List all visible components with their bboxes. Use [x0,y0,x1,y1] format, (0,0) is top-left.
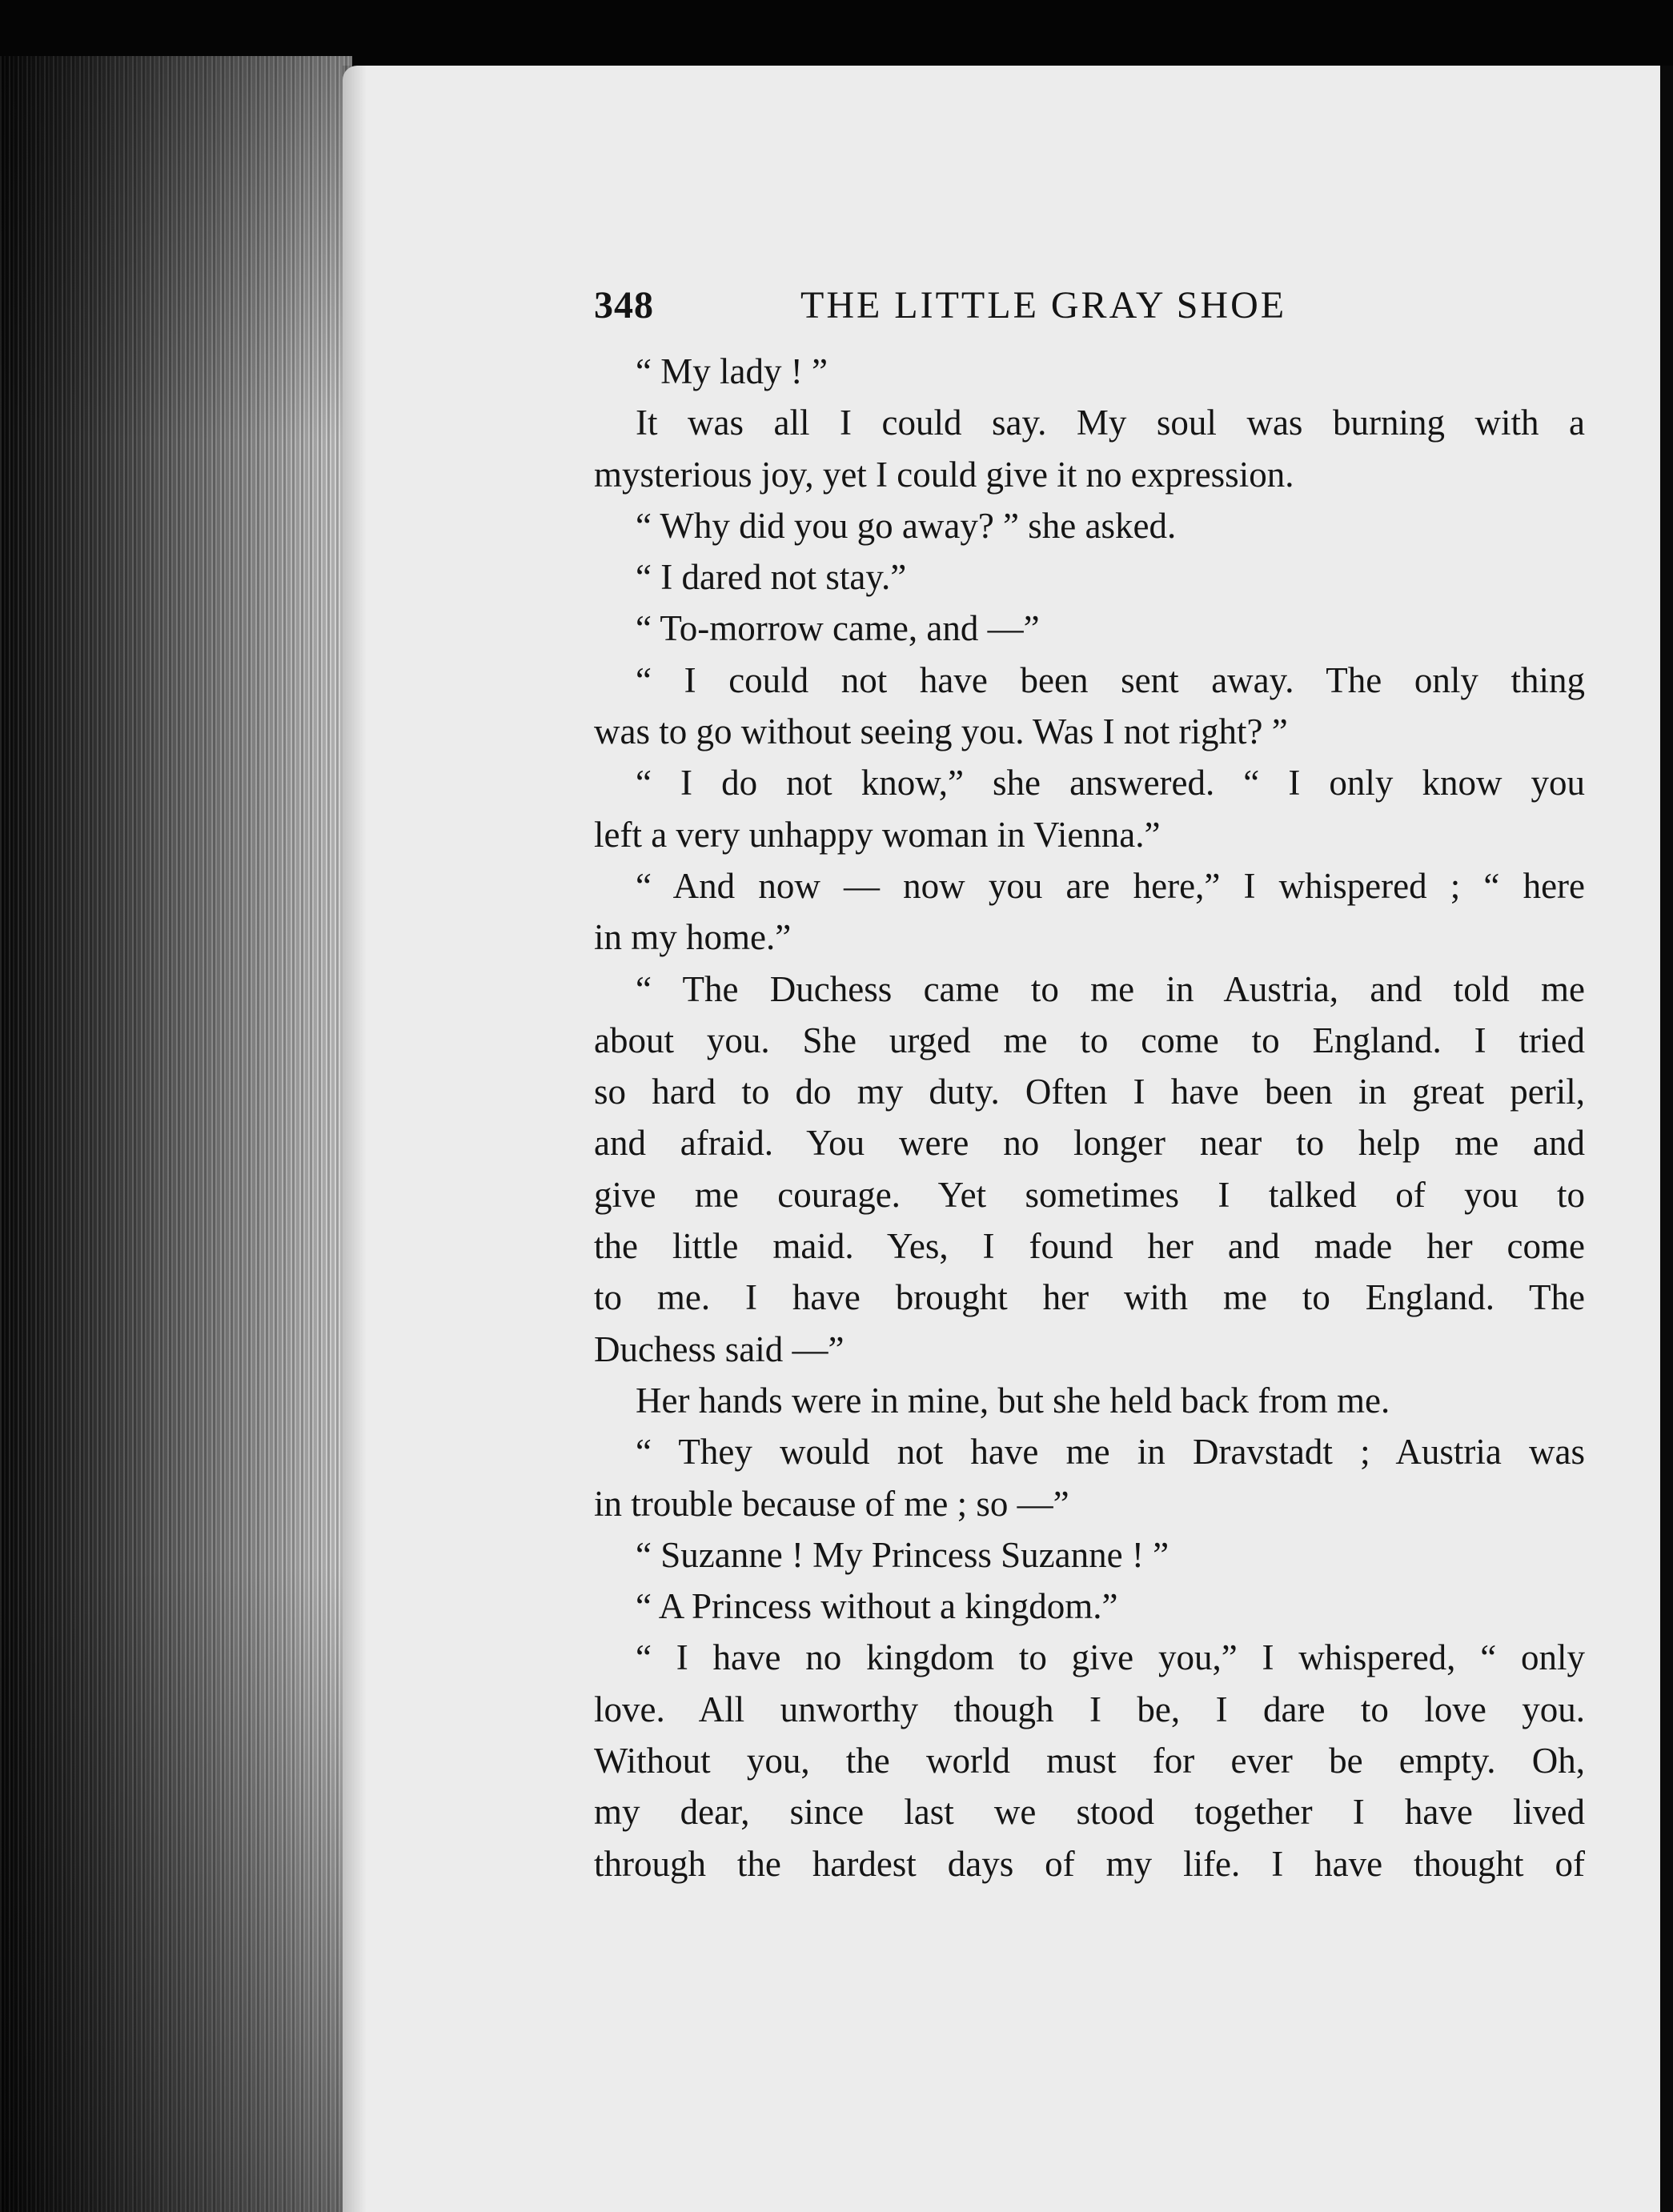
text-line: It was all I could say. My soul was burning with a [636,403,1585,443]
book-edge-shading [0,56,352,2212]
text-line: Her hands were in mine, but she held back from me. [636,1380,1390,1421]
text-line: was to go without seeing you. Was I not right? ” [594,711,1288,752]
text-line: “ The Duchess came to me in Austria, and told me [636,968,1585,1009]
text-line: the little maid. Yes, I found her and made her come [594,1226,1585,1267]
text-line: in trouble because of me ; so —” [594,1483,1069,1524]
text-line: mysterious joy, yet I could give it no expression. [594,454,1294,495]
text-line: left a very unhappy woman in Vienna.” [594,814,1161,855]
text-line: through the hardest days of my life. I have thought of [594,1843,1585,1884]
text-line: give me courage. Yet sometimes I talked of you to [594,1174,1585,1215]
text-line: “ To-morrow came, and —” [636,608,1040,649]
text-line: in my home.” [594,917,792,958]
text-line: to me. I have brought her with me to England. The [594,1277,1585,1318]
text-line: so hard to do my duty. Often I have been in great peril, [594,1072,1585,1112]
text-line: “ I do not know,” she answered. “ I only know you [636,763,1585,803]
gutter-shadow [343,66,367,2212]
text-line: “ A Princess without a kingdom.” [636,1586,1118,1627]
running-head: THE LITTLE GRAY SHOE [800,284,1287,327]
text-line: “ And now — now you are here,” I whispered ; “ here [636,865,1585,906]
text-line: “ My lady ! ” [636,351,828,391]
body-text [594,346,1585,1889]
text-line: “ I could not have been sent away. The only thing [636,659,1585,700]
text-line: “ I dared not stay.” [636,557,907,598]
text-line: “ Why did you go away? ” she asked. [636,505,1177,546]
text-line: about you. She urged me to come to England. I tried [594,1020,1585,1060]
text-line: and afraid. You were no longer near to help me and [594,1123,1585,1164]
text-line: Without you, the world must for ever be empty. Oh, [594,1741,1585,1781]
text-line: “ I have no kingdom to give you,” I whispered, “ only [636,1637,1585,1678]
text-line: “ Suzanne ! My Princess Suzanne ! ” [636,1534,1169,1575]
page-number: 348 [594,284,654,327]
text-line: Duchess said —” [594,1328,845,1369]
text-line: my dear, since last we stood together I have lived [594,1792,1585,1833]
text-line: “ They would not have me in Dravstadt ; Austria was [636,1432,1585,1473]
scan-right-border [1660,66,1673,2212]
page-header [594,283,1585,331]
text-line: love. All unworthy though I be, I dare to love you. [594,1689,1585,1729]
